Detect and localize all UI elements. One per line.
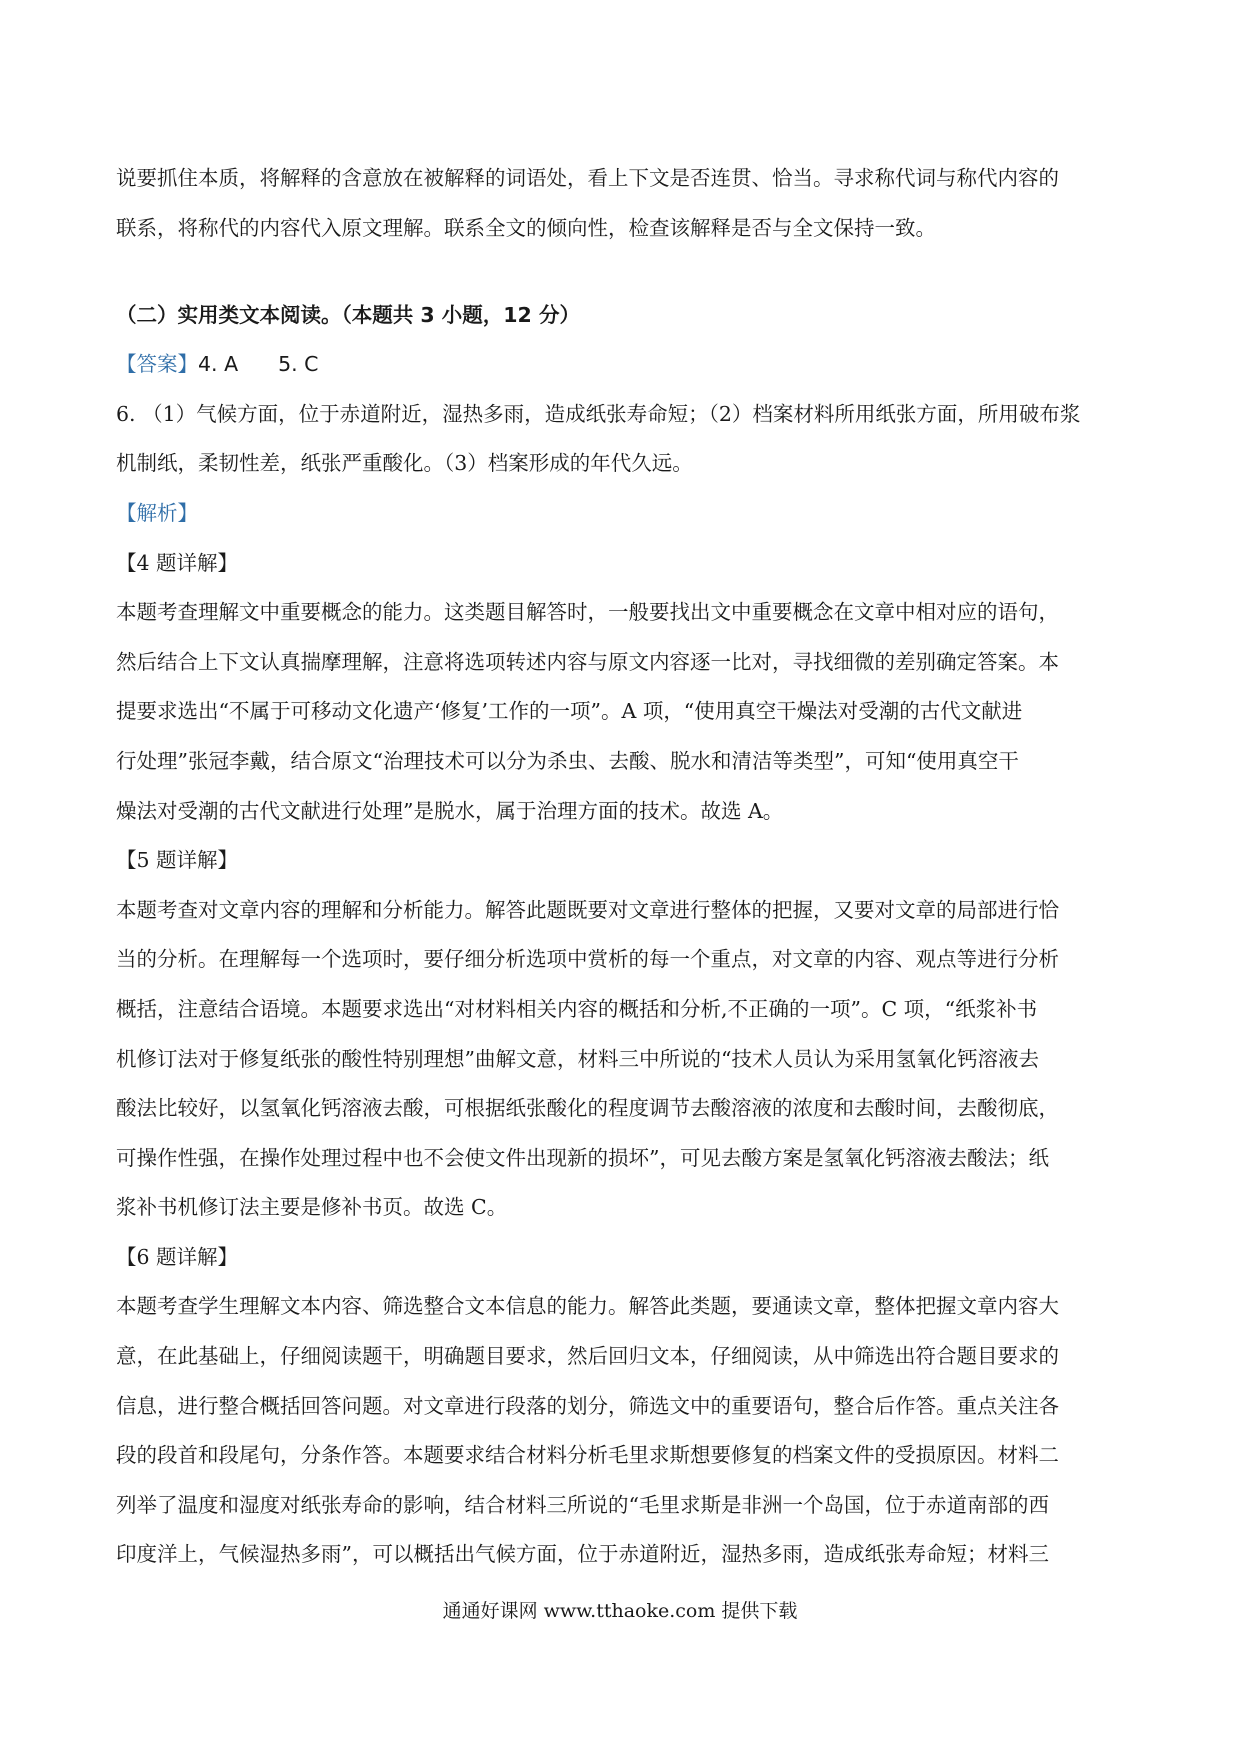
q5-line-3: 概括，注意结合语境。本题要求选出“对材料相关内容的概括和分析,不正确的一项”。C 项，“纸浆补书 — [116, 996, 1038, 1021]
q5-line-6: 可操作性强，在操作处理过程中也不会使文件出现新的损坏”，可见去酸方案是氢氧化钙溶液去酸法；纸 — [116, 1145, 1049, 1170]
q4-line-5: 燥法对受潮的古代文献进行处理”是脱水，属于治理方面的技术。故选 A。 — [116, 798, 784, 823]
q6-answer-line-1: 6. （1）气候方面，位于赤道附近，湿热多雨，造成纸张寿命短；（2）档案材料所用纸张方面，所用破布浆 — [116, 401, 1081, 426]
q4-line-2: 然后结合上下文认真揣摩理解，注意将选项转述内容与原文内容逐一比对，寻找细微的差别确定答案。本 — [116, 649, 1059, 674]
q6-line-2: 意，在此基础上，仔细阅读题干，明确题目要求，然后回归文本，仔细阅读，从中筛选出符合题目要求的 — [116, 1344, 1059, 1369]
q4-line-4: 行处理”张冠李戴，结合原文“治理技术可以分为杀虫、去酸、脱水和清洁等类型”，可知“使用真空干 — [116, 748, 1019, 773]
q6-line-4: 段的段首和段尾句，分条作答。本题要求结合材料分析毛里求斯想要修复的档案文件的受损原因。材料二 — [116, 1443, 1059, 1468]
q5-line-7: 浆补书机修订法主要是修补书页。故选 C。 — [116, 1195, 508, 1220]
answer-label: 【答案】 — [116, 352, 198, 377]
q5-line-2: 当的分析。在理解每一个选项时，要仔细分析选项中赏析的每一个重点，对文章的内容、观点等进行分析 — [116, 947, 1059, 972]
analysis-label: 【解析】 — [116, 500, 198, 525]
q6-line-1: 本题考查学生理解文本内容、筛选整合文本信息的能力。解答此类题，要通读文章，整体把握文章内容大 — [116, 1294, 1059, 1319]
q4-heading: 【4 题详解】 — [116, 550, 239, 575]
q6-heading: 【6 题详解】 — [116, 1244, 239, 1269]
intro-line-1: 说要抓住本质，将解释的含意放在被解释的词语处，看上下文是否连贯、恰当。寻求称代词与称代内容的 — [116, 166, 1059, 190]
page-footer: 通通好课网 www.tthaoke.com 提供下载 — [442, 1600, 798, 1622]
q5-line-4: 机修订法对于修复纸张的酸性特别理想”曲解文意，材料三中所说的“技术人员认为采用氢氧化钙溶液去 — [116, 1046, 1039, 1071]
answer-value-4: 4. A — [198, 352, 239, 377]
q5-line-5: 酸法比较好，以氢氧化钙溶液去酸，可根据纸张酸化的程度调节去酸溶液的浓度和去酸时间，去酸彻底， — [116, 1096, 1059, 1121]
page-content — [116, 154, 1128, 1580]
answer-value-5: 5. C — [278, 352, 319, 377]
q4-line-1: 本题考查理解文中重要概念的能力。这类题目解答时，一般要找出文中重要概念在文章中相对应的语句， — [116, 600, 1059, 625]
q6-line-6: 印度洋上，气候湿热多雨”，可以概括出气候方面，位于赤道附近，湿热多雨，造成纸张寿命短；材料三 — [116, 1542, 1049, 1567]
intro-line-2: 联系，将称代的内容代入原文理解。联系全文的倾向性，检查该解释是否与全文保持一致。 — [116, 215, 936, 240]
answer-values — [198, 352, 319, 376]
q6-line-5: 列举了温度和湿度对纸张寿命的影响，结合材料三所说的“毛里求斯是非洲一个岛国，位于赤道南部的西 — [116, 1492, 1049, 1517]
answer-line — [116, 340, 1128, 390]
q6-answer-line-2: 机制纸，柔韧性差，纸张严重酸化。（3）档案形成的年代久远。 — [116, 451, 693, 476]
q4-line-3: 提要求选出“不属于可移动文化遗产‘修复’工作的一项”。A 项，“使用真空干燥法对受潮的古代文献进 — [116, 699, 1023, 724]
q5-line-1: 本题考查对文章内容的理解和分析能力。解答此题既要对文章进行整体的把握，又要对文章的局部进行恰 — [116, 897, 1059, 922]
q6-line-3: 信息，进行整合概括回答问题。对文章进行段落的划分，筛选文中的重要语句，整合后作答。重点关注各 — [116, 1393, 1059, 1418]
q5-heading: 【5 题详解】 — [116, 848, 239, 873]
section-title: （二）实用类文本阅读。（本题共 3 小题，12 分） — [116, 303, 580, 328]
